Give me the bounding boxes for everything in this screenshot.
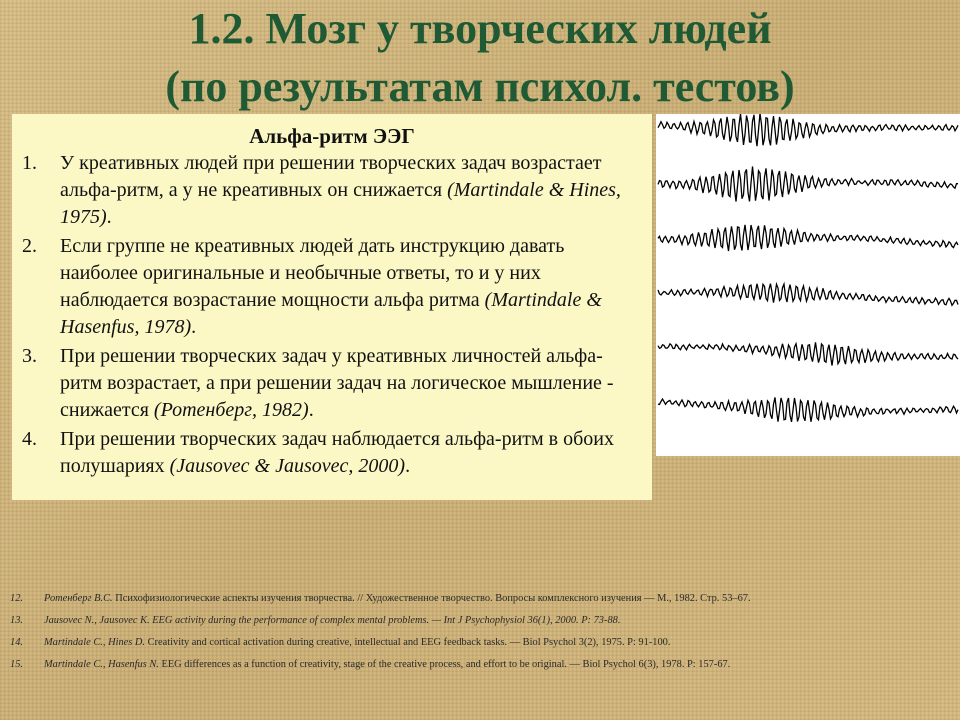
reference-item <box>10 588 955 610</box>
finding-text: При решении творческих задач у креативных личностей альфа-ритм возрастает, а при решении задач на логическое мышление - снижается <box>60 345 614 421</box>
eeg-trace <box>658 397 958 422</box>
alpha-rhythm-text-box <box>12 114 652 500</box>
findings-list <box>22 150 642 480</box>
reference-number: 13. <box>10 615 23 626</box>
eeg-trace <box>658 342 958 365</box>
reference-item <box>10 632 955 654</box>
finding-item <box>22 343 642 424</box>
reference-item <box>10 610 955 632</box>
reference-author: Martindale C., Hines D. <box>44 637 146 648</box>
finding-number: 2. <box>22 235 37 257</box>
finding-text: У креативных людей при решении творческих задач возрастает альфа-ритм, а у не креативных он снижается <box>60 152 602 201</box>
finding-number: 3. <box>22 345 37 367</box>
finding-item <box>22 150 642 231</box>
eeg-traces-image <box>656 114 960 456</box>
eeg-trace <box>658 225 958 251</box>
finding-tail: . <box>106 206 112 228</box>
finding-citation: (Jausovec & Jausovec, 2000) <box>169 455 406 477</box>
eeg-trace <box>658 114 958 146</box>
reference-author: Martindale C., Hasenfus N. <box>44 659 159 670</box>
reference-author: Jausovec N., Jausovec K. <box>44 615 150 626</box>
reference-text: EEG differences as a function of creativity, stage of the creative process, and effort to be original. — Biol Psychol 6(3), 1978. P: 157-67. <box>158 659 731 670</box>
finding-number: 1. <box>22 152 37 174</box>
reference-number: 12. <box>10 593 23 604</box>
reference-number: 15. <box>10 659 23 670</box>
finding-citation: (Martindale & Hasenfus, 1978) <box>60 289 602 338</box>
reference-text: EEG activity during the performance of complex mental problems. — Int J Psychophysiol 36(1), 2000. P: 73-88. <box>149 615 621 626</box>
finding-tail: . <box>308 399 314 421</box>
finding-tail: . <box>405 455 411 477</box>
finding-number: 4. <box>22 428 37 450</box>
finding-text: Если группе не креативных людей дать инструкцию давать наиболее оригинальные и необычные ответы, то и у них наблюдается возрастание мощности альфа ритма <box>60 235 565 311</box>
reference-item <box>10 654 955 676</box>
eeg-traces-svg <box>656 114 960 456</box>
reference-number: 14. <box>10 637 23 648</box>
eeg-trace <box>658 167 958 202</box>
reference-text: Creativity and cortical activation during creative, intellectual and EEG feedback tasks. — Biol Psychol 3(2), 1975. P: 91-100. <box>145 637 671 648</box>
reference-author: Ротенберг В.С. <box>44 593 113 604</box>
title-line-1: 1.2. Мозг у творческих людей <box>188 4 772 53</box>
references-list <box>10 588 955 676</box>
text-box-heading: Альфа-ритм ЭЭГ <box>249 124 415 148</box>
finding-item <box>22 426 642 480</box>
finding-text: При решении творческих задач наблюдается альфа-ритм в обоих полушариях <box>60 428 615 477</box>
title-line-2: (по результатам психол. тестов) <box>165 62 795 111</box>
finding-tail: . <box>191 316 197 338</box>
reference-text: Психофизиологические аспекты изучения творчества. // Художественное творчество. Вопросы комплексного изучения — М., 1982. Стр. 53–67. <box>112 593 751 604</box>
eeg-trace <box>658 284 958 306</box>
finding-item <box>22 233 642 341</box>
finding-citation: (Ротенберг, 1982) <box>153 399 309 421</box>
finding-citation: (Martindale & Hines, 1975) <box>60 179 621 228</box>
slide-title <box>0 0 960 116</box>
